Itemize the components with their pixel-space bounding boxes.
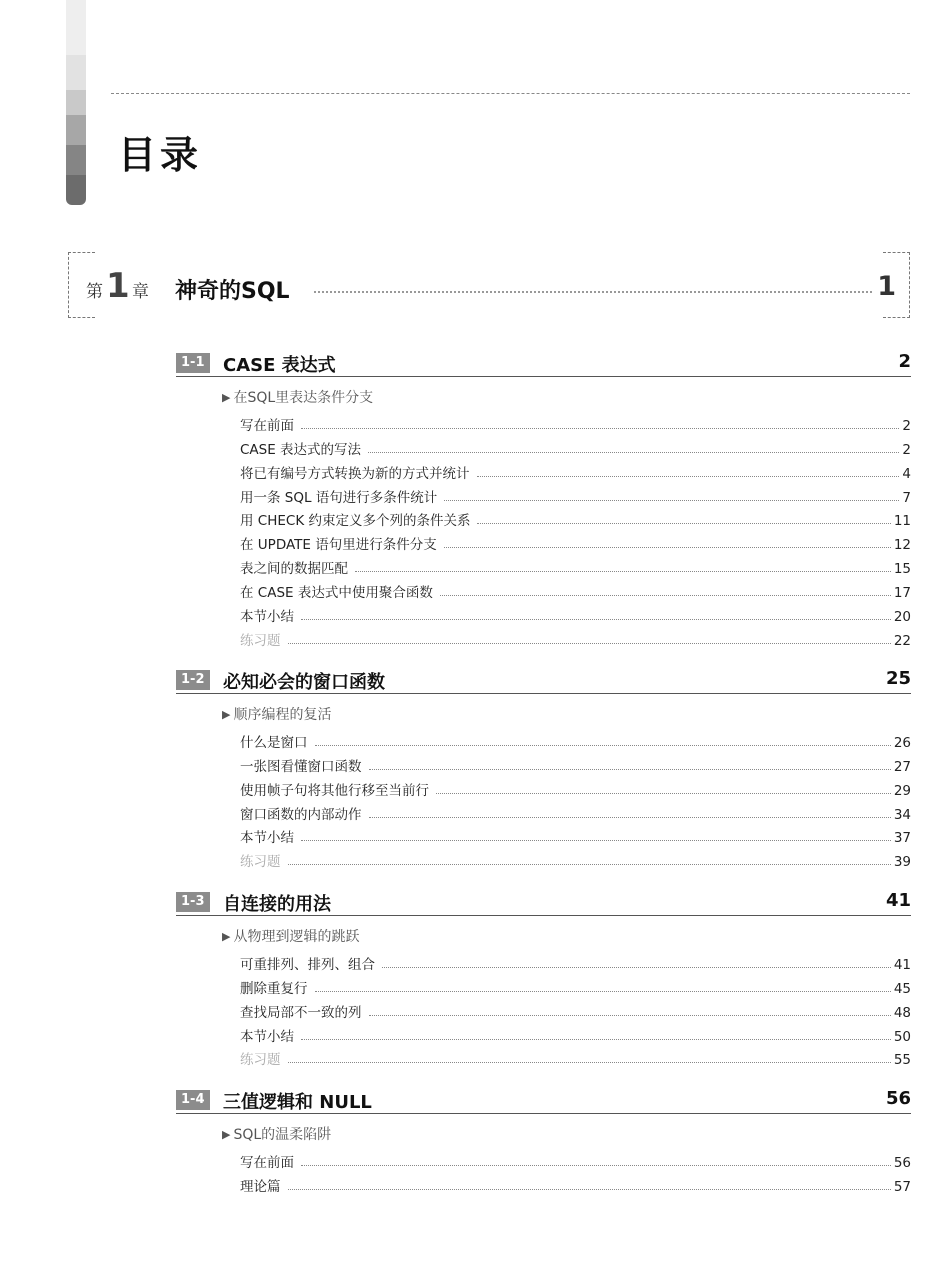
section-1-3 [176, 891, 911, 1068]
entry-title: 将已有编号方式转换为新的方式并统计 [240, 465, 470, 482]
section-title: CASE 表达式 [223, 355, 336, 376]
section-page: 41 [885, 890, 911, 911]
entry-title: 可重排列、排列、组合 [240, 956, 375, 973]
entry-page: 17 [893, 585, 911, 602]
entry-page: 41 [893, 956, 911, 973]
toc-entry[interactable] [240, 775, 911, 799]
entry-title: 表之间的数据匹配 [240, 561, 348, 578]
toc-entry-exercise[interactable] [240, 1045, 911, 1069]
section-subtitle-text: SQL的温柔陷阱 [233, 1127, 332, 1143]
entry-page: 55 [893, 1052, 911, 1069]
section-subtitle-text: 顺序编程的复活 [233, 707, 332, 723]
entry-title: 删除重复行 [240, 980, 308, 997]
side-bar-segment [66, 115, 86, 145]
dot-leader [301, 619, 891, 620]
entry-title: 练习题 [240, 854, 281, 871]
dot-leader [301, 428, 899, 429]
entry-page: 48 [893, 1004, 911, 1021]
section-title: 自连接的用法 [223, 894, 331, 915]
entry-title: 什么是窗口 [240, 734, 308, 751]
entry-title: 查找局部不一致的列 [240, 1004, 362, 1021]
dot-leader [382, 967, 891, 968]
section-page: 2 [898, 351, 911, 372]
dot-leader [440, 595, 891, 596]
toc-entry[interactable] [240, 949, 911, 973]
section-page: 56 [885, 1088, 911, 1109]
entry-page: 7 [902, 489, 911, 506]
section-number-badge: 1-4 [176, 1090, 210, 1110]
entry-page: 20 [893, 609, 911, 626]
section-heading[interactable] [176, 891, 911, 916]
dot-leader [369, 817, 891, 818]
section-subtitle-text: 从物理到逻辑的跳跃 [233, 929, 360, 945]
dot-leader [301, 840, 891, 841]
entry-page: 2 [902, 417, 911, 434]
triangle-right-icon: ▶ [222, 930, 231, 943]
entry-page: 22 [893, 632, 911, 649]
dot-leader [477, 476, 900, 477]
chapter-page: 1 [877, 271, 896, 302]
toc-entry-exercise[interactable] [240, 846, 911, 870]
entry-page: 34 [893, 806, 911, 823]
section-1-4 [176, 1089, 911, 1195]
dot-leader [315, 745, 891, 746]
entry-page: 4 [902, 465, 911, 482]
section-title: 三值逻辑和 NULL [223, 1092, 372, 1113]
section-title: 必知必会的窗口函数 [223, 672, 385, 693]
section-subtitle [222, 1124, 911, 1144]
dot-leader [355, 571, 891, 572]
entry-title: 使用帧子句将其他行移至当前行 [240, 782, 429, 799]
dot-leader [477, 523, 890, 524]
entry-title: 窗口函数的内部动作 [240, 806, 362, 823]
entry-page: 12 [893, 537, 911, 554]
entry-title: 练习题 [240, 632, 281, 649]
toc-entry[interactable] [240, 1171, 911, 1195]
dot-leader [444, 547, 891, 548]
entry-list [240, 727, 911, 870]
section-1-2 [176, 669, 911, 870]
entry-title: 理论篇 [240, 1178, 281, 1195]
section-subtitle [222, 926, 911, 946]
chapter-number: 1 [106, 266, 130, 306]
entry-page: 37 [893, 830, 911, 847]
entry-title: 本节小结 [240, 1028, 294, 1045]
side-bar-segment [66, 175, 86, 205]
toc-entry[interactable] [240, 1147, 911, 1171]
toc-entry[interactable] [240, 458, 911, 482]
side-bar-segment [66, 90, 86, 115]
toc-entry[interactable] [240, 727, 911, 751]
entry-title: CASE 表达式的写法 [240, 441, 362, 458]
entry-list [240, 1147, 911, 1195]
toc-entry[interactable] [240, 973, 911, 997]
section-subtitle-text: 在SQL里表达条件分支 [233, 390, 374, 406]
side-bar-segment [66, 145, 86, 175]
toc-entry[interactable] [240, 997, 911, 1021]
entry-page: 39 [893, 854, 911, 871]
toc-entry[interactable] [240, 577, 911, 601]
section-number-badge: 1-1 [176, 353, 210, 373]
toc-entry[interactable] [240, 434, 911, 458]
dot-leader [369, 1015, 891, 1016]
side-bar-segment [66, 0, 86, 55]
entry-page: 50 [893, 1028, 911, 1045]
toc-entry[interactable] [240, 799, 911, 823]
header-dashed-rule [111, 93, 910, 94]
section-heading[interactable] [176, 669, 911, 694]
section-1-1 [176, 352, 911, 649]
entry-title: 在 UPDATE 语句里进行条件分支 [240, 537, 437, 554]
entry-title: 在 CASE 表达式中使用聚合函数 [240, 585, 433, 602]
entry-title: 用一条 SQL 语句进行多条件统计 [240, 489, 438, 506]
entry-page: 15 [893, 561, 911, 578]
entry-title: 用 CHECK 约束定义多个列的条件关系 [240, 513, 471, 530]
entry-list [240, 949, 911, 1068]
dot-leader [288, 864, 891, 865]
entry-title: 本节小结 [240, 609, 294, 626]
section-heading[interactable] [176, 352, 911, 377]
toc-entry[interactable] [240, 410, 911, 434]
section-subtitle [222, 704, 911, 724]
entry-title: 写在前面 [240, 1154, 294, 1171]
entry-page: 11 [893, 513, 911, 530]
dot-leader [444, 500, 899, 501]
chapter-dot-leader [314, 291, 872, 293]
page-title: 目录 [118, 133, 203, 177]
entry-title: 一张图看懂窗口函数 [240, 758, 362, 775]
triangle-right-icon: ▶ [222, 1128, 231, 1141]
entry-title: 写在前面 [240, 417, 294, 434]
section-number-badge: 1-3 [176, 892, 210, 912]
chapter-heading[interactable] [68, 252, 910, 318]
entry-page: 27 [893, 758, 911, 775]
triangle-right-icon: ▶ [222, 391, 231, 404]
entry-page: 26 [893, 734, 911, 751]
entry-list [240, 410, 911, 649]
dot-leader [288, 1062, 891, 1063]
dot-leader [315, 991, 891, 992]
toc-entry[interactable] [240, 1021, 911, 1045]
entry-title: 练习题 [240, 1052, 281, 1069]
section-heading[interactable] [176, 1089, 911, 1114]
side-color-bar [66, 0, 86, 205]
toc-entry[interactable] [240, 751, 911, 775]
toc-entry[interactable] [240, 482, 911, 506]
section-number-badge: 1-2 [176, 670, 210, 690]
entry-title: 本节小结 [240, 830, 294, 847]
entry-page: 2 [902, 441, 911, 458]
section-page: 25 [885, 668, 911, 689]
toc-entry[interactable] [240, 506, 911, 530]
toc-entry[interactable] [240, 553, 911, 577]
dot-leader [368, 452, 899, 453]
dot-leader [369, 769, 891, 770]
toc-entry-exercise[interactable] [240, 625, 911, 649]
dot-leader [288, 643, 891, 644]
side-bar-segment [66, 55, 86, 90]
triangle-right-icon: ▶ [222, 708, 231, 721]
chapter-prefix: 第 [86, 282, 103, 302]
toc-entry[interactable] [240, 823, 911, 847]
entry-page: 57 [893, 1178, 911, 1195]
section-subtitle [222, 387, 911, 407]
dot-leader [301, 1165, 891, 1166]
dot-leader [436, 793, 891, 794]
toc-entry[interactable] [240, 529, 911, 553]
chapter-title: 神奇的SQL [175, 279, 290, 304]
entry-page: 56 [893, 1154, 911, 1171]
dot-leader [288, 1189, 891, 1190]
entry-page: 45 [893, 980, 911, 997]
entry-page: 29 [893, 782, 911, 799]
toc-entry[interactable] [240, 601, 911, 625]
dot-leader [301, 1039, 891, 1040]
chapter-suffix: 章 [132, 282, 149, 302]
